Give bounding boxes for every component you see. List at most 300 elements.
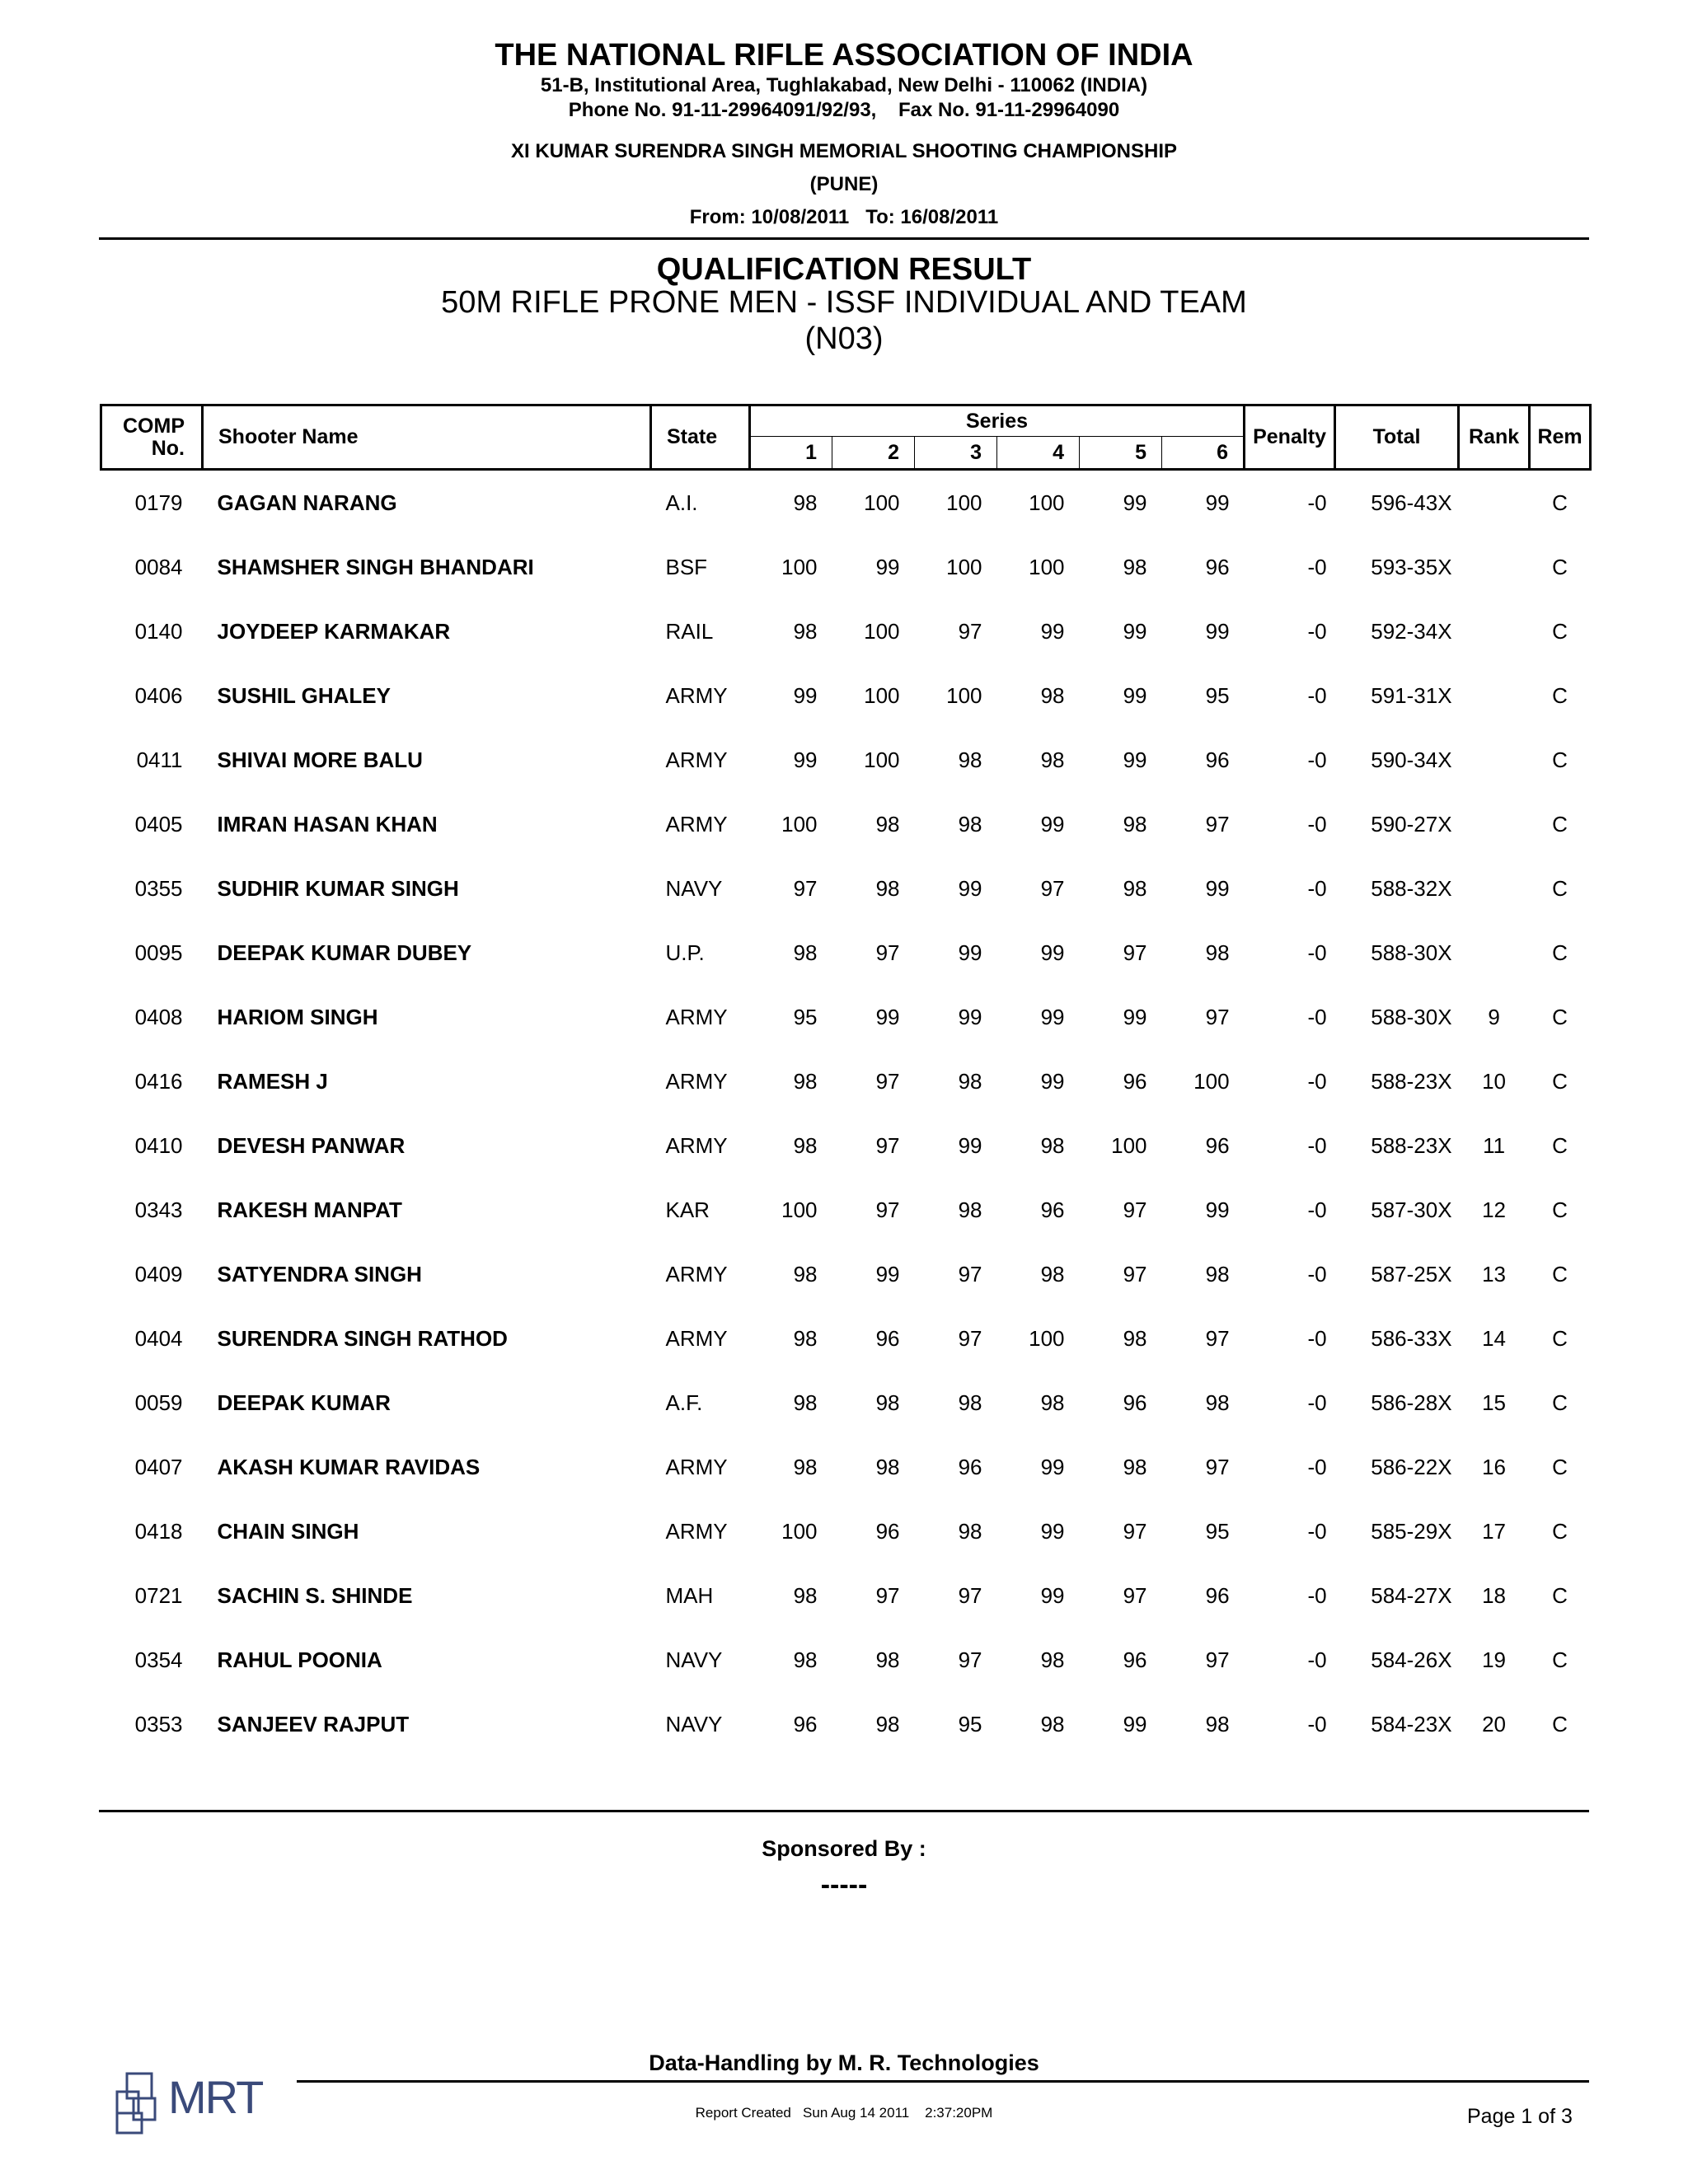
penalty-cell: -0	[1307, 1261, 1327, 1286]
series-5-cell: 99	[1123, 490, 1147, 515]
championship-venue: (PUNE)	[809, 173, 879, 195]
series-4-cell: 99	[1040, 1582, 1065, 1608]
series-5-cell: 99	[1123, 1711, 1147, 1736]
table-row	[101, 599, 1591, 663]
series-4-cell: 98	[1040, 747, 1065, 772]
comp-no-cell: 0355	[134, 875, 183, 901]
penalty-cell: -0	[1307, 554, 1327, 579]
shooter-name-cell: SURENDRA SINGH RATHOD	[217, 1325, 508, 1351]
shooter-name-cell: SUSHIL GHALEY	[217, 682, 391, 708]
sponsored-label: Sponsored By :	[762, 1836, 926, 1861]
series-5-cell: 98	[1123, 1454, 1147, 1479]
comp-no-cell: 0409	[134, 1261, 183, 1286]
comp-no-cell: 0354	[134, 1647, 183, 1672]
series-6-cell: 97	[1205, 1325, 1230, 1351]
series-2-cell: 97	[875, 1197, 900, 1222]
comp-no-cell: 0410	[134, 1132, 183, 1158]
state-cell: A.I.	[665, 490, 698, 515]
table-row	[101, 792, 1591, 856]
series-2-cell: 100	[864, 618, 900, 644]
state-cell: A.F.	[665, 1390, 703, 1415]
comp-no-cell: 0406	[134, 682, 183, 708]
table-row	[101, 1692, 1591, 1756]
shooter-name-cell: DEEPAK KUMAR DUBEY	[217, 940, 472, 965]
series-5-cell: 98	[1123, 1325, 1147, 1351]
comp-no-cell: 0343	[134, 1197, 183, 1222]
total-cell: 585-29X	[1371, 1518, 1452, 1544]
series-5-cell: 100	[1111, 1132, 1147, 1158]
table-row	[101, 985, 1591, 1049]
series-4-cell: 99	[1040, 1004, 1065, 1029]
series-2-cell: 100	[864, 682, 900, 708]
header-comp-no	[101, 405, 203, 470]
total-cell: 590-27X	[1371, 811, 1452, 837]
penalty-cell: -0	[1307, 875, 1327, 901]
series-1-cell: 96	[793, 1711, 818, 1736]
table-row	[101, 1563, 1591, 1628]
series-1-cell: 97	[793, 875, 818, 901]
rem-cell: C	[1552, 811, 1568, 837]
comp-no-cell: 0353	[134, 1711, 183, 1736]
penalty-cell: -0	[1307, 1197, 1327, 1222]
total-cell: 588-23X	[1371, 1068, 1452, 1094]
series-1-cell: 100	[781, 554, 818, 579]
state-cell: ARMY	[665, 1132, 728, 1158]
series-3-cell: 97	[958, 1325, 982, 1351]
series-3-cell: 97	[958, 1647, 982, 1672]
series-2-cell: 98	[875, 875, 900, 901]
penalty-cell: -0	[1307, 1647, 1327, 1672]
series-2-cell: 100	[864, 747, 900, 772]
rank-cell: 19	[1482, 1647, 1507, 1672]
series-5-cell: 99	[1123, 747, 1147, 772]
table-row	[101, 1499, 1591, 1563]
rem-cell: C	[1552, 1261, 1568, 1286]
footer-divider	[99, 1810, 1589, 1812]
penalty-cell: -0	[1307, 747, 1327, 772]
rem-cell: C	[1552, 1068, 1568, 1094]
series-2-cell: 97	[875, 1582, 900, 1608]
shooter-name-cell: RAHUL POONIA	[217, 1647, 382, 1672]
shooter-name-cell: SATYENDRA SINGH	[217, 1261, 422, 1286]
rem-cell: C	[1552, 1582, 1568, 1608]
total-cell: 588-23X	[1371, 1132, 1452, 1158]
comp-no-cell: 0179	[134, 490, 183, 515]
rem-cell: C	[1552, 1325, 1568, 1351]
report-created: Report Created Sun Aug 14 2011 2:37:20PM	[695, 2105, 993, 2121]
series-3-cell: 98	[958, 1518, 982, 1544]
org-name: THE NATIONAL RIFLE ASSOCIATION OF INDIA	[495, 38, 1193, 73]
series-3-cell: 99	[958, 1132, 982, 1158]
rank-cell	[1459, 921, 1530, 985]
table-row	[101, 728, 1591, 792]
header-penalty: Penalty	[1245, 405, 1335, 470]
series-4-cell: 98	[1040, 1647, 1065, 1672]
series-3-cell: 98	[958, 1197, 982, 1222]
rank-cell: 17	[1482, 1518, 1507, 1544]
shooter-name-cell: AKASH KUMAR RAVIDAS	[217, 1454, 481, 1479]
series-1-cell: 98	[793, 1132, 818, 1158]
rank-cell: 10	[1482, 1068, 1507, 1094]
series-1-cell: 98	[793, 1582, 818, 1608]
shooter-name-cell: JOYDEEP KARMAKAR	[217, 618, 451, 644]
event-title: 50M RIFLE PRONE MEN - ISSF INDIVIDUAL AND TEAM	[441, 285, 1247, 320]
series-2-cell: 100	[864, 490, 900, 515]
rank-cell	[1459, 792, 1530, 856]
series-6-cell: 98	[1205, 1390, 1230, 1415]
total-cell: 590-34X	[1371, 747, 1452, 772]
header-comp-line2: No.	[151, 436, 185, 460]
series-3-cell: 98	[958, 1068, 982, 1094]
series-6-cell: 98	[1205, 940, 1230, 965]
rank-cell	[1459, 856, 1530, 921]
table-row	[101, 856, 1591, 921]
series-3-cell: 97	[958, 618, 982, 644]
rem-cell: C	[1552, 1132, 1568, 1158]
rem-cell: C	[1552, 1647, 1568, 1672]
comp-no-cell: 0407	[134, 1454, 183, 1479]
table-row	[101, 1371, 1591, 1435]
state-cell: ARMY	[665, 1004, 728, 1029]
series-4-cell: 100	[1029, 554, 1065, 579]
penalty-cell: -0	[1307, 618, 1327, 644]
penalty-cell: -0	[1307, 1454, 1327, 1479]
penalty-cell: -0	[1307, 1711, 1327, 1736]
comp-no-cell: 0418	[134, 1518, 183, 1544]
org-address: 51-B, Institutional Area, Tughlakabad, New Delhi - 110062 (INDIA)	[540, 74, 1148, 96]
rank-cell: 15	[1482, 1390, 1507, 1415]
championship-dates: From: 10/08/2011 To: 16/08/2011	[689, 206, 999, 228]
mrt-logo	[115, 2070, 280, 2136]
total-cell: 588-30X	[1371, 1004, 1452, 1029]
comp-no-cell: 0095	[134, 940, 183, 965]
state-cell: NAVY	[665, 875, 723, 901]
series-1-cell: 98	[793, 1261, 818, 1286]
shooter-name-cell: IMRAN HASAN KHAN	[217, 811, 438, 837]
series-4-cell: 99	[1040, 1068, 1065, 1094]
series-4-cell: 98	[1040, 682, 1065, 708]
shooter-name-cell: DEEPAK KUMAR	[217, 1390, 391, 1415]
header-rank: Rank	[1459, 405, 1530, 470]
series-6-cell: 99	[1205, 1197, 1230, 1222]
series-5-cell: 99	[1123, 1004, 1147, 1029]
rank-cell	[1459, 599, 1530, 663]
championship-name: XI KUMAR SURENDRA SINGH MEMORIAL SHOOTING CHAMPIONSHIP	[510, 140, 1178, 162]
comp-no-cell: 0059	[134, 1390, 183, 1415]
rank-cell	[1459, 728, 1530, 792]
series-6-cell: 99	[1205, 490, 1230, 515]
series-1-cell: 98	[793, 618, 818, 644]
series-2-cell: 99	[875, 1004, 900, 1029]
total-cell: 587-25X	[1371, 1261, 1452, 1286]
total-cell: 596-43X	[1371, 490, 1452, 515]
state-cell: NAVY	[665, 1647, 723, 1672]
total-cell: 586-22X	[1371, 1454, 1452, 1479]
series-1-cell: 98	[793, 1647, 818, 1672]
rem-cell: C	[1552, 940, 1568, 965]
header-shooter-name: Shooter Name	[203, 405, 651, 470]
series-3-cell: 100	[946, 554, 982, 579]
total-cell: 586-33X	[1371, 1325, 1452, 1351]
penalty-cell: -0	[1307, 1325, 1327, 1351]
rem-cell: C	[1552, 554, 1568, 579]
penalty-cell: -0	[1307, 811, 1327, 837]
series-3-cell: 99	[958, 940, 982, 965]
series-3-cell: 100	[946, 490, 982, 515]
total-cell: 584-26X	[1371, 1647, 1452, 1672]
penalty-cell: -0	[1307, 1390, 1327, 1415]
state-cell: KAR	[665, 1197, 710, 1222]
total-cell: 584-27X	[1371, 1582, 1452, 1608]
shooter-name-cell: SHAMSHER SINGH BHANDARI	[217, 554, 534, 579]
shooter-name-cell: SHIVAI MORE BALU	[217, 747, 423, 772]
penalty-cell: -0	[1307, 1004, 1327, 1029]
state-cell: RAIL	[665, 618, 714, 644]
penalty-cell: -0	[1307, 940, 1327, 965]
header-series-4: 4	[997, 437, 1080, 470]
series-5-cell: 98	[1123, 554, 1147, 579]
total-cell: 591-31X	[1371, 682, 1452, 708]
mrt-logo-text: MRT	[168, 2071, 263, 2123]
series-3-cell: 97	[958, 1582, 982, 1608]
table-row	[101, 1113, 1591, 1178]
rank-cell: 9	[1488, 1004, 1500, 1029]
rem-cell: C	[1552, 1454, 1568, 1479]
header-comp-line1: COMP	[123, 415, 185, 438]
rem-cell: C	[1552, 1711, 1568, 1736]
comp-no-cell: 0416	[134, 1068, 183, 1094]
series-6-cell: 100	[1193, 1068, 1230, 1094]
penalty-cell: -0	[1307, 682, 1327, 708]
shooter-name-cell: GAGAN NARANG	[217, 490, 397, 515]
series-2-cell: 98	[875, 1711, 900, 1736]
series-4-cell: 97	[1040, 875, 1065, 901]
state-cell: ARMY	[665, 1261, 728, 1286]
series-3-cell: 95	[958, 1711, 982, 1736]
state-cell: BSF	[665, 554, 708, 579]
rem-cell: C	[1552, 747, 1568, 772]
series-3-cell: 99	[958, 1004, 982, 1029]
series-6-cell: 95	[1205, 682, 1230, 708]
series-1-cell: 98	[793, 490, 818, 515]
table-body	[101, 470, 1591, 1757]
shooter-name-cell: SACHIN S. SHINDE	[217, 1582, 413, 1608]
series-4-cell: 96	[1040, 1197, 1065, 1222]
event-code: (N03)	[804, 321, 884, 356]
comp-no-cell: 0411	[136, 747, 183, 772]
series-4-cell: 100	[1029, 1325, 1065, 1351]
rank-cell: 12	[1482, 1197, 1507, 1222]
total-cell: 586-28X	[1371, 1390, 1452, 1415]
series-6-cell: 96	[1205, 1582, 1230, 1608]
state-cell: ARMY	[665, 1325, 728, 1351]
comp-no-cell: 0405	[134, 811, 183, 837]
series-6-cell: 96	[1205, 554, 1230, 579]
series-2-cell: 97	[875, 940, 900, 965]
penalty-cell: -0	[1307, 490, 1327, 515]
rank-cell: 18	[1482, 1582, 1507, 1608]
series-2-cell: 99	[875, 1261, 900, 1286]
series-4-cell: 99	[1040, 940, 1065, 965]
series-1-cell: 99	[793, 682, 818, 708]
state-cell: ARMY	[665, 682, 728, 708]
rank-cell: 16	[1482, 1454, 1507, 1479]
header-series-2: 2	[832, 437, 915, 470]
series-5-cell: 96	[1123, 1068, 1147, 1094]
state-cell: ARMY	[665, 811, 728, 837]
series-6-cell: 96	[1205, 747, 1230, 772]
table-header	[101, 405, 1591, 470]
series-6-cell: 97	[1205, 1004, 1230, 1029]
series-1-cell: 100	[781, 811, 818, 837]
shooter-name-cell: RAMESH J	[217, 1068, 328, 1094]
state-cell: ARMY	[665, 1454, 728, 1479]
shooter-name-cell: HARIOM SINGH	[217, 1004, 378, 1029]
series-5-cell: 99	[1123, 618, 1147, 644]
rank-cell	[1459, 663, 1530, 728]
total-cell: 587-30X	[1371, 1197, 1452, 1222]
shooter-name-cell: RAKESH MANPAT	[217, 1197, 402, 1222]
total-cell: 593-35X	[1371, 554, 1452, 579]
table-row	[101, 1435, 1591, 1499]
series-6-cell: 97	[1205, 811, 1230, 837]
series-4-cell: 98	[1040, 1390, 1065, 1415]
series-6-cell: 96	[1205, 1132, 1230, 1158]
series-2-cell: 98	[875, 1454, 900, 1479]
penalty-cell: -0	[1307, 1132, 1327, 1158]
series-5-cell: 96	[1123, 1647, 1147, 1672]
rank-cell: 13	[1482, 1261, 1507, 1286]
total-cell: 588-32X	[1371, 875, 1452, 901]
series-5-cell: 96	[1123, 1390, 1147, 1415]
mrt-logo-icon	[115, 2070, 168, 2136]
series-6-cell: 98	[1205, 1711, 1230, 1736]
org-phone-fax: Phone No. 91-11-29964091/92/93, Fax No. 91-11-29964090	[568, 99, 1120, 121]
series-4-cell: 99	[1040, 618, 1065, 644]
series-4-cell: 100	[1029, 490, 1065, 515]
series-4-cell: 98	[1040, 1711, 1065, 1736]
shooter-name-cell: SANJEEV RAJPUT	[217, 1711, 410, 1736]
rem-cell: C	[1552, 875, 1568, 901]
series-5-cell: 99	[1123, 682, 1147, 708]
shooter-name-cell: SUDHIR KUMAR SINGH	[217, 875, 459, 901]
series-5-cell: 97	[1123, 940, 1147, 965]
rank-cell	[1459, 470, 1530, 536]
page-number: Page 1 of 3	[1467, 2105, 1573, 2128]
total-cell: 592-34X	[1371, 618, 1452, 644]
state-cell: ARMY	[665, 1518, 728, 1544]
header-divider	[99, 237, 1589, 240]
data-handling-credit: Data-Handling by M. R. Technologies	[649, 2050, 1039, 2075]
series-4-cell: 98	[1040, 1261, 1065, 1286]
series-4-cell: 99	[1040, 1454, 1065, 1479]
header-series: Series	[750, 405, 1245, 437]
series-1-cell: 99	[793, 747, 818, 772]
page-title: QUALIFICATION RESULT	[656, 252, 1032, 287]
table-row	[101, 1242, 1591, 1306]
series-2-cell: 98	[875, 811, 900, 837]
comp-no-cell: 0140	[134, 618, 183, 644]
series-1-cell: 98	[793, 1454, 818, 1479]
table-row	[101, 1049, 1591, 1113]
series-2-cell: 97	[875, 1132, 900, 1158]
rem-cell: C	[1552, 490, 1568, 515]
series-3-cell: 98	[958, 1390, 982, 1415]
series-4-cell: 98	[1040, 1132, 1065, 1158]
series-1-cell: 98	[793, 1325, 818, 1351]
series-6-cell: 95	[1205, 1518, 1230, 1544]
penalty-cell: -0	[1307, 1518, 1327, 1544]
rem-cell: C	[1552, 1518, 1568, 1544]
table-row	[101, 1306, 1591, 1371]
series-2-cell: 98	[875, 1647, 900, 1672]
series-1-cell: 100	[781, 1197, 818, 1222]
table-row	[101, 1178, 1591, 1242]
header-total: Total	[1335, 405, 1459, 470]
state-cell: ARMY	[665, 747, 728, 772]
comp-no-cell: 0084	[134, 554, 183, 579]
rem-cell: C	[1552, 1197, 1568, 1222]
total-cell: 588-30X	[1371, 940, 1452, 965]
series-1-cell: 98	[793, 1390, 818, 1415]
series-5-cell: 97	[1123, 1518, 1147, 1544]
table-row	[101, 921, 1591, 985]
series-1-cell: 95	[793, 1004, 818, 1029]
sponsored-value: -----	[820, 1869, 868, 1900]
series-2-cell: 96	[875, 1325, 900, 1351]
series-3-cell: 100	[946, 682, 982, 708]
series-2-cell: 98	[875, 1390, 900, 1415]
penalty-cell: -0	[1307, 1582, 1327, 1608]
rank-cell	[1459, 535, 1530, 599]
total-cell: 584-23X	[1371, 1711, 1452, 1736]
header-series-6: 6	[1162, 437, 1245, 470]
rank-cell: 11	[1483, 1132, 1506, 1158]
series-5-cell: 97	[1123, 1261, 1147, 1286]
series-4-cell: 99	[1040, 811, 1065, 837]
header-series-3: 3	[915, 437, 997, 470]
series-4-cell: 99	[1040, 1518, 1065, 1544]
series-2-cell: 97	[875, 1068, 900, 1094]
series-6-cell: 97	[1205, 1454, 1230, 1479]
rem-cell: C	[1552, 618, 1568, 644]
series-1-cell: 100	[781, 1518, 818, 1544]
series-3-cell: 96	[958, 1454, 982, 1479]
table-row	[101, 663, 1591, 728]
series-1-cell: 98	[793, 940, 818, 965]
rank-cell: 14	[1482, 1325, 1507, 1351]
table-row	[101, 1628, 1591, 1692]
shooter-name-cell: DEVESH PANWAR	[217, 1132, 406, 1158]
series-5-cell: 97	[1123, 1582, 1147, 1608]
series-3-cell: 99	[958, 875, 982, 901]
series-6-cell: 97	[1205, 1647, 1230, 1672]
header-series-5: 5	[1080, 437, 1162, 470]
series-3-cell: 97	[958, 1261, 982, 1286]
shooter-name-cell: CHAIN SINGH	[217, 1518, 359, 1544]
rem-cell: C	[1552, 682, 1568, 708]
series-2-cell: 99	[875, 554, 900, 579]
series-5-cell: 97	[1123, 1197, 1147, 1222]
header-series-1: 1	[750, 437, 832, 470]
series-5-cell: 98	[1123, 875, 1147, 901]
rem-cell: C	[1552, 1390, 1568, 1415]
header-rem: Rem	[1530, 405, 1591, 470]
series-3-cell: 98	[958, 811, 982, 837]
state-cell: MAH	[665, 1582, 714, 1608]
series-3-cell: 98	[958, 747, 982, 772]
series-2-cell: 96	[875, 1518, 900, 1544]
